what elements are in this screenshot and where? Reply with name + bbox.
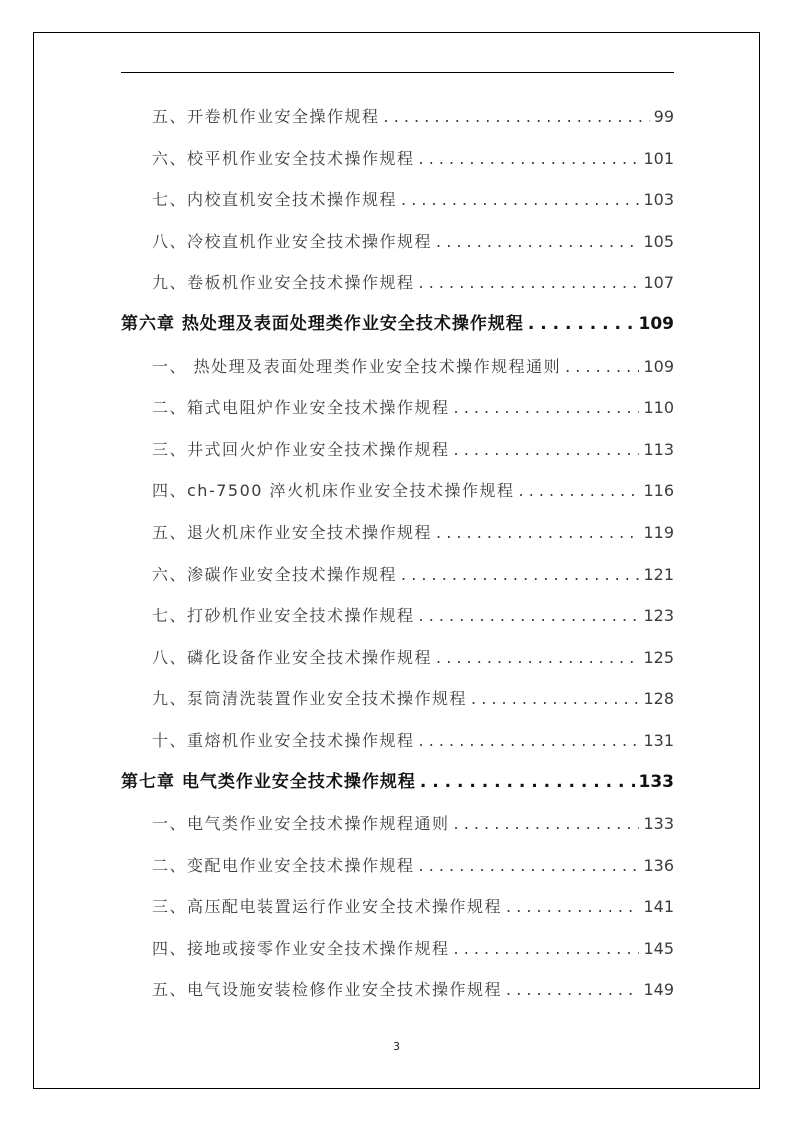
toc-section-entry[interactable] — [121, 179, 674, 221]
toc-dot-leader — [384, 96, 650, 138]
toc-entry-title: 一、 热处理及表面处理类作业安全技术操作规程通则 — [152, 356, 562, 376]
toc-entry-page-number: 99 — [653, 107, 674, 126]
toc-section-entry[interactable] — [121, 138, 674, 180]
toc-entry-page-number: 133 — [638, 771, 674, 792]
toc-dot-leader — [419, 595, 640, 637]
toc-section-entry[interactable] — [121, 387, 674, 429]
toc-entry-title: 二、变配电作业安全技术操作规程 — [152, 855, 415, 875]
toc-entry-title: 九、卷板机作业安全技术操作规程 — [152, 273, 415, 293]
toc-entry-title: 一、电气类作业安全技术操作规程通则 — [152, 814, 450, 834]
toc-entry-title: 八、磷化设备作业安全技术操作规程 — [152, 647, 433, 667]
toc-section-entry[interactable] — [121, 969, 674, 1011]
toc-dot-leader — [454, 803, 640, 845]
toc-entry-page-number: 110 — [643, 398, 674, 418]
toc-entry-title: 二、箱式电阻炉作业安全技术操作规程 — [152, 398, 450, 418]
toc-dot-leader — [419, 720, 640, 762]
toc-chapter-entry[interactable] — [121, 762, 674, 804]
toc-section-entry[interactable] — [121, 886, 674, 928]
toc-section-entry[interactable] — [121, 720, 674, 762]
toc-section-entry[interactable] — [121, 803, 674, 845]
toc-dot-leader — [436, 512, 639, 554]
toc-entry-page-number: 125 — [643, 647, 674, 667]
toc-entry-title: 五、电气设施安装检修作业安全技术操作规程 — [152, 980, 503, 1000]
toc-dot-leader — [419, 262, 640, 304]
toc-entry-page-number: 113 — [643, 439, 674, 459]
toc-entry-page-number: 128 — [643, 689, 674, 709]
toc-section-entry[interactable] — [121, 595, 674, 637]
toc-entry-title: 十、重熔机作业安全技术操作规程 — [152, 730, 415, 750]
toc-dot-leader — [436, 221, 639, 263]
toc-entry-page-number: 105 — [643, 231, 674, 251]
toc-dot-leader — [506, 969, 639, 1011]
page-number: 3 — [393, 1040, 400, 1053]
toc-dot-leader — [401, 554, 639, 596]
toc-dot-leader — [436, 637, 639, 679]
toc-entry-page-number: 116 — [643, 481, 674, 501]
toc-section-entry[interactable] — [121, 928, 674, 970]
toc-entry-page-number: 133 — [643, 814, 674, 834]
toc-entry-page-number: 121 — [643, 564, 674, 584]
toc-section-entry[interactable] — [121, 96, 674, 138]
toc-entry-page-number: 109 — [643, 356, 674, 376]
toc-dot-leader — [506, 886, 639, 928]
toc-section-entry[interactable] — [121, 845, 674, 887]
toc-dot-leader — [454, 387, 640, 429]
toc-entry-title: 九、泵筒清洗装置作业安全技术操作规程 — [152, 689, 468, 709]
toc-entry-title: 五、退火机床作业安全技术操作规程 — [152, 522, 433, 542]
toc-section-entry[interactable] — [121, 429, 674, 471]
toc-entry-page-number: 136 — [643, 855, 674, 875]
toc-entry-page-number: 131 — [643, 730, 674, 750]
toc-entry-page-number: 123 — [643, 606, 674, 626]
toc-entry-title: 八、冷校直机作业安全技术操作规程 — [152, 231, 433, 251]
toc-entry-title: 三、井式回火炉作业安全技术操作规程 — [152, 439, 450, 459]
toc-entry-page-number: 109 — [638, 313, 674, 334]
toc-dot-leader — [419, 138, 640, 180]
toc-section-entry[interactable] — [121, 554, 674, 596]
toc-dot-leader — [454, 928, 640, 970]
toc-entry-title: 四、接地或接零作业安全技术操作规程 — [152, 938, 450, 958]
toc-entry-title: 四、ch-7500 淬火机床作业安全技术操作规程 — [152, 481, 515, 501]
toc-dot-leader — [471, 678, 639, 720]
toc-dot-leader — [565, 346, 639, 388]
toc-entry-title: 六、校平机作业安全技术操作规程 — [152, 148, 415, 168]
toc-entry-title: 七、打砂机作业安全技术操作规程 — [152, 606, 415, 626]
toc-section-entry[interactable] — [121, 221, 674, 263]
toc-section-entry[interactable] — [121, 678, 674, 720]
toc-dot-leader — [519, 470, 640, 512]
toc-dot-leader — [401, 179, 639, 221]
toc-entry-page-number: 149 — [643, 980, 674, 1000]
toc-section-entry[interactable] — [121, 512, 674, 554]
toc-entry-page-number: 141 — [643, 897, 674, 917]
toc-section-entry[interactable] — [121, 262, 674, 304]
table-of-contents — [121, 96, 674, 1011]
toc-entry-page-number: 101 — [643, 148, 674, 168]
toc-dot-leader — [419, 845, 640, 887]
toc-entry-title: 七、内校直机安全技术操作规程 — [152, 190, 398, 210]
toc-entry-title: 第七章 电气类作业安全技术操作规程 — [121, 771, 416, 792]
toc-section-entry[interactable] — [121, 637, 674, 679]
toc-entry-page-number: 119 — [643, 522, 674, 542]
toc-dot-leader — [454, 429, 640, 471]
toc-section-entry[interactable] — [121, 346, 674, 388]
header-rule — [121, 72, 674, 73]
toc-entry-page-number: 145 — [643, 938, 674, 958]
toc-entry-title: 五、开卷机作业安全操作规程 — [152, 107, 380, 126]
toc-dot-leader — [528, 304, 635, 346]
toc-entry-title: 第六章 热处理及表面处理类作业安全技术操作规程 — [121, 313, 524, 334]
toc-entry-page-number: 107 — [643, 273, 674, 293]
toc-entry-title: 三、高压配电装置运行作业安全技术操作规程 — [152, 897, 503, 917]
toc-entry-page-number: 103 — [643, 190, 674, 210]
toc-dot-leader — [420, 762, 635, 804]
toc-entry-title: 六、渗碳作业安全技术操作规程 — [152, 564, 398, 584]
toc-section-entry[interactable] — [121, 470, 674, 512]
toc-chapter-entry[interactable] — [121, 304, 674, 346]
